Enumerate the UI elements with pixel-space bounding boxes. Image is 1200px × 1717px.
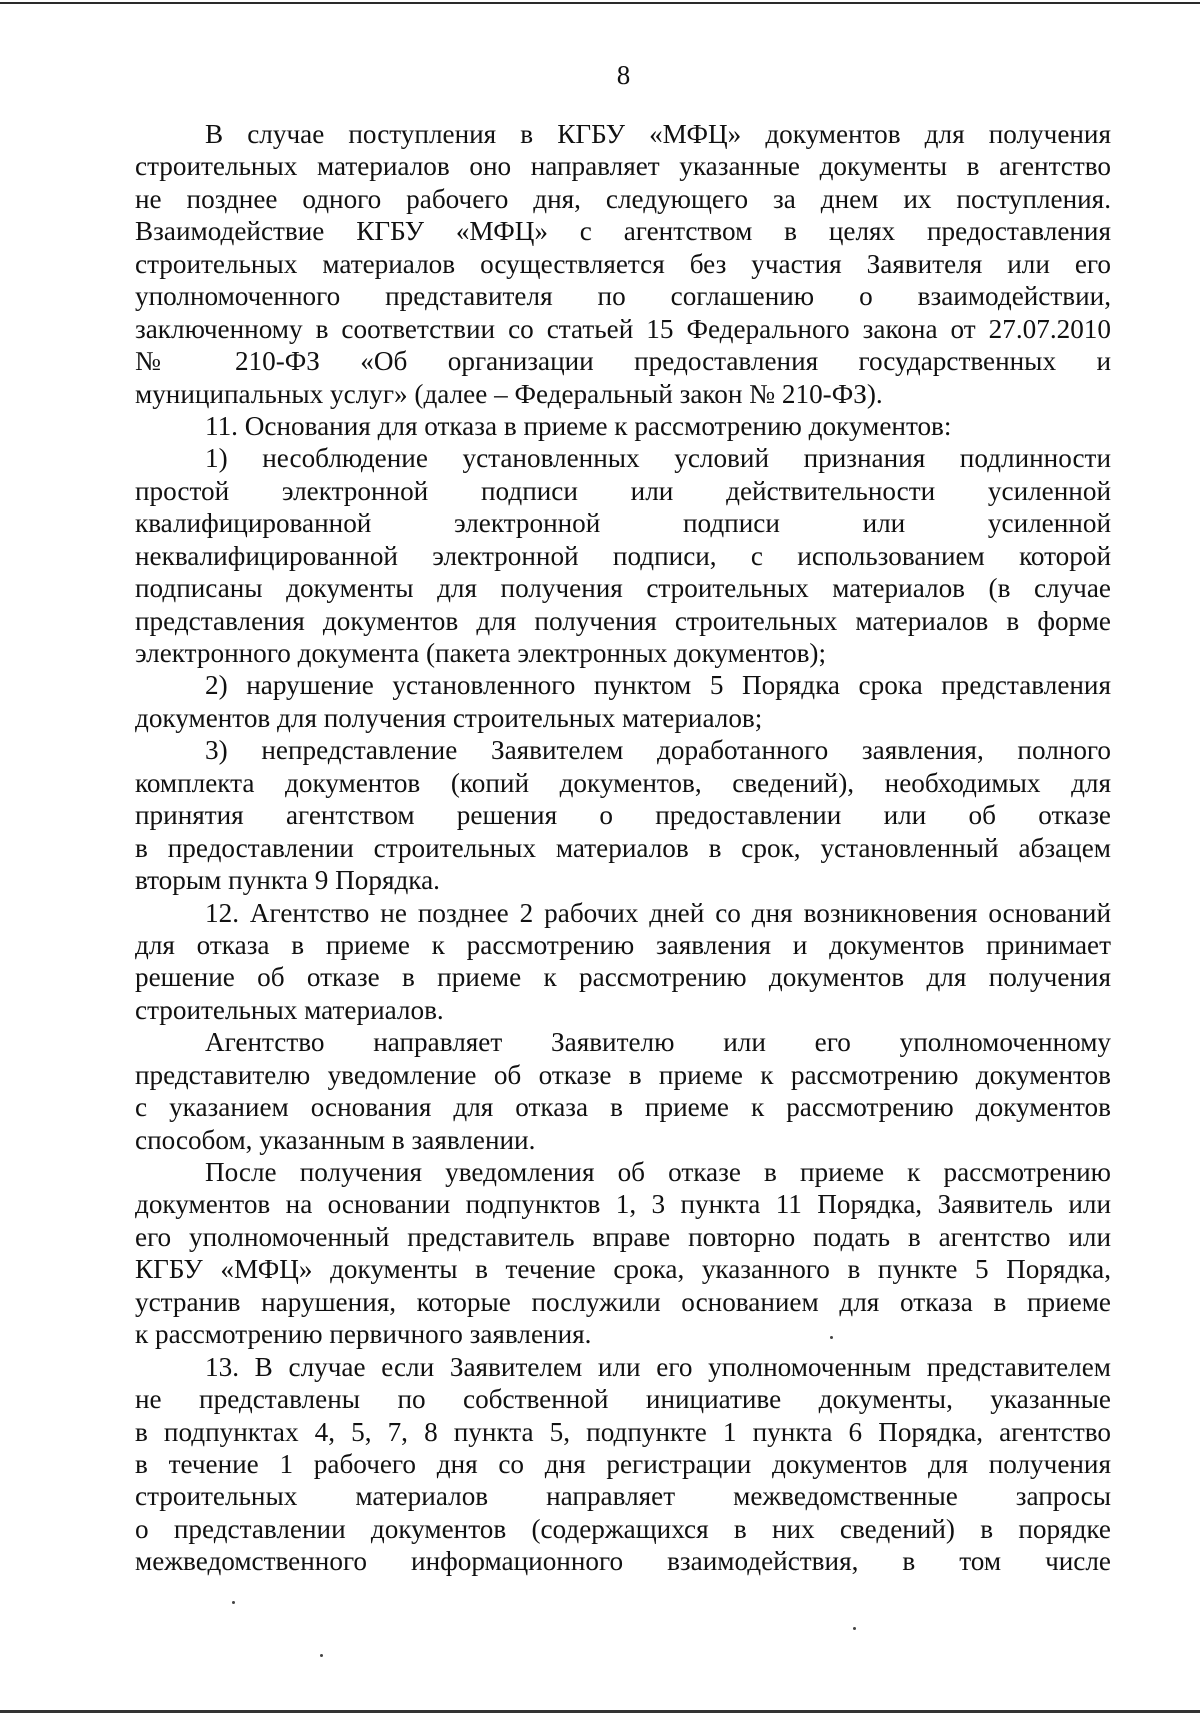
text-line: не позднее одного рабочего дня, следующего за днем их поступления. [135,183,1111,214]
scan-edge-bottom [0,1710,1200,1713]
text-line: комплекта документов (копий документов, сведений), необходимых для [135,767,1111,798]
text-line: его уполномоченный представитель вправе повторно подать в агентство или [135,1221,1111,1252]
text-line: 12. Агентство не позднее 2 рабочих дней со дня возникновения оснований [205,897,1111,928]
text-line: представления документов для получения строительных материалов в форме [135,605,1111,636]
scan-speck [232,1601,235,1604]
text-line: заключенному в соответствии со статьей 15 Федерального закона от 27.07.2010 [135,313,1111,344]
text-line: строительных материалов оно направляет указанные документы в агентство [135,151,1111,182]
text-line: 13. В случае если Заявителем или его уполномоченным представителем [205,1351,1111,1382]
text-line: строительных материалов направляет межведомственные запросы [135,1481,1111,1512]
text-line: к рассмотрению первичного заявления. [135,1319,592,1350]
text-line: 1) несоблюдение установленных условий признания подлинности [205,443,1111,474]
scan-speck [320,1654,323,1657]
scan-speck [830,1336,833,1339]
text-line: Взаимодействие КГБУ «МФЦ» с агентством в целях предоставления [135,216,1111,247]
text-line: в течение 1 рабочего дня со дня регистрации документов для получения [135,1448,1111,1479]
text-line: документов на основании подпунктов 1, 3 пункта 11 Порядка, Заявитель или [135,1189,1111,1220]
scan-speck [853,1627,856,1630]
text-line: 3) непредставление Заявителем доработанного заявления, полного [205,735,1111,766]
text-line: способом, указанным в заявлении. [135,1124,536,1155]
text-line: Агентство направляет Заявителю или его уполномоченному [205,1027,1111,1058]
document-body [135,118,1111,1578]
text-line: межведомственного информационного взаимодействия, в том числе [135,1546,1111,1577]
text-line: документов для получения строительных материалов; [135,702,763,733]
text-line: устранив нарушения, которые послужили основанием для отказа в приеме [135,1286,1111,1317]
text-line: вторым пункта 9 Порядка. [135,865,440,896]
text-line: в подпунктах 4, 5, 7, 8 пункта 5, подпункте 1 пункта 6 Порядка, агентство [135,1416,1111,1447]
text-line: не представлены по собственной инициативе документы, указанные [135,1384,1111,1415]
text-line: принятия агентством решения о предоставлении или об отказе [135,800,1111,831]
text-line: квалифицированной электронной подписи или усиленной [135,508,1111,539]
text-line: решение об отказе в приеме к рассмотрению документов для получения [135,962,1111,993]
text-line: простой электронной подписи или действительности усиленной [135,475,1111,506]
text-line: подписаны документы для получения строительных материалов (в случае [135,573,1111,604]
text-line: 2) нарушение установленного пунктом 5 Порядка срока представления [205,670,1111,701]
text-line: для отказа в приеме к рассмотрению заявления и документов принимает [135,929,1111,960]
text-line: уполномоченного представителя по соглашению о взаимодействии, [135,281,1111,312]
text-line: КГБУ «МФЦ» документы в течение срока, указанного в пункте 5 Порядка, [135,1254,1111,1285]
text-line: о представлении документов (содержащихся в них сведений) в порядке [135,1513,1111,1544]
text-line: № 210-ФЗ «Об организации предоставления государственных и [135,346,1111,377]
text-line: муниципальных услуг» (далее – Федеральный закон № 210-ФЗ). [135,378,883,409]
text-line: неквалифицированной электронной подписи, с использованием которой [135,540,1111,571]
text-line: с указанием основания для отказа в приеме к рассмотрению документов [135,1092,1111,1123]
text-line: В случае поступления в КГБУ «МФЦ» документов для получения [205,119,1111,149]
text-line: После получения уведомления об отказе в приеме к рассмотрению [205,1157,1111,1187]
page-number: 8 [616,60,631,90]
text-line: представителю уведомление об отказе в приеме к рассмотрению документов [135,1059,1111,1090]
text-line: электронного документа (пакета электронных документов); [135,638,827,668]
text-line: 11. Основания для отказа в приеме к рассмотрению документов: [205,410,952,441]
text-line: строительных материалов осуществляется без участия Заявителя или его [135,248,1111,279]
text-line: строительных материалов. [135,994,444,1025]
text-line: в предоставлении строительных материалов в срок, установленный абзацем [135,832,1111,863]
scan-edge-top [0,2,1200,4]
